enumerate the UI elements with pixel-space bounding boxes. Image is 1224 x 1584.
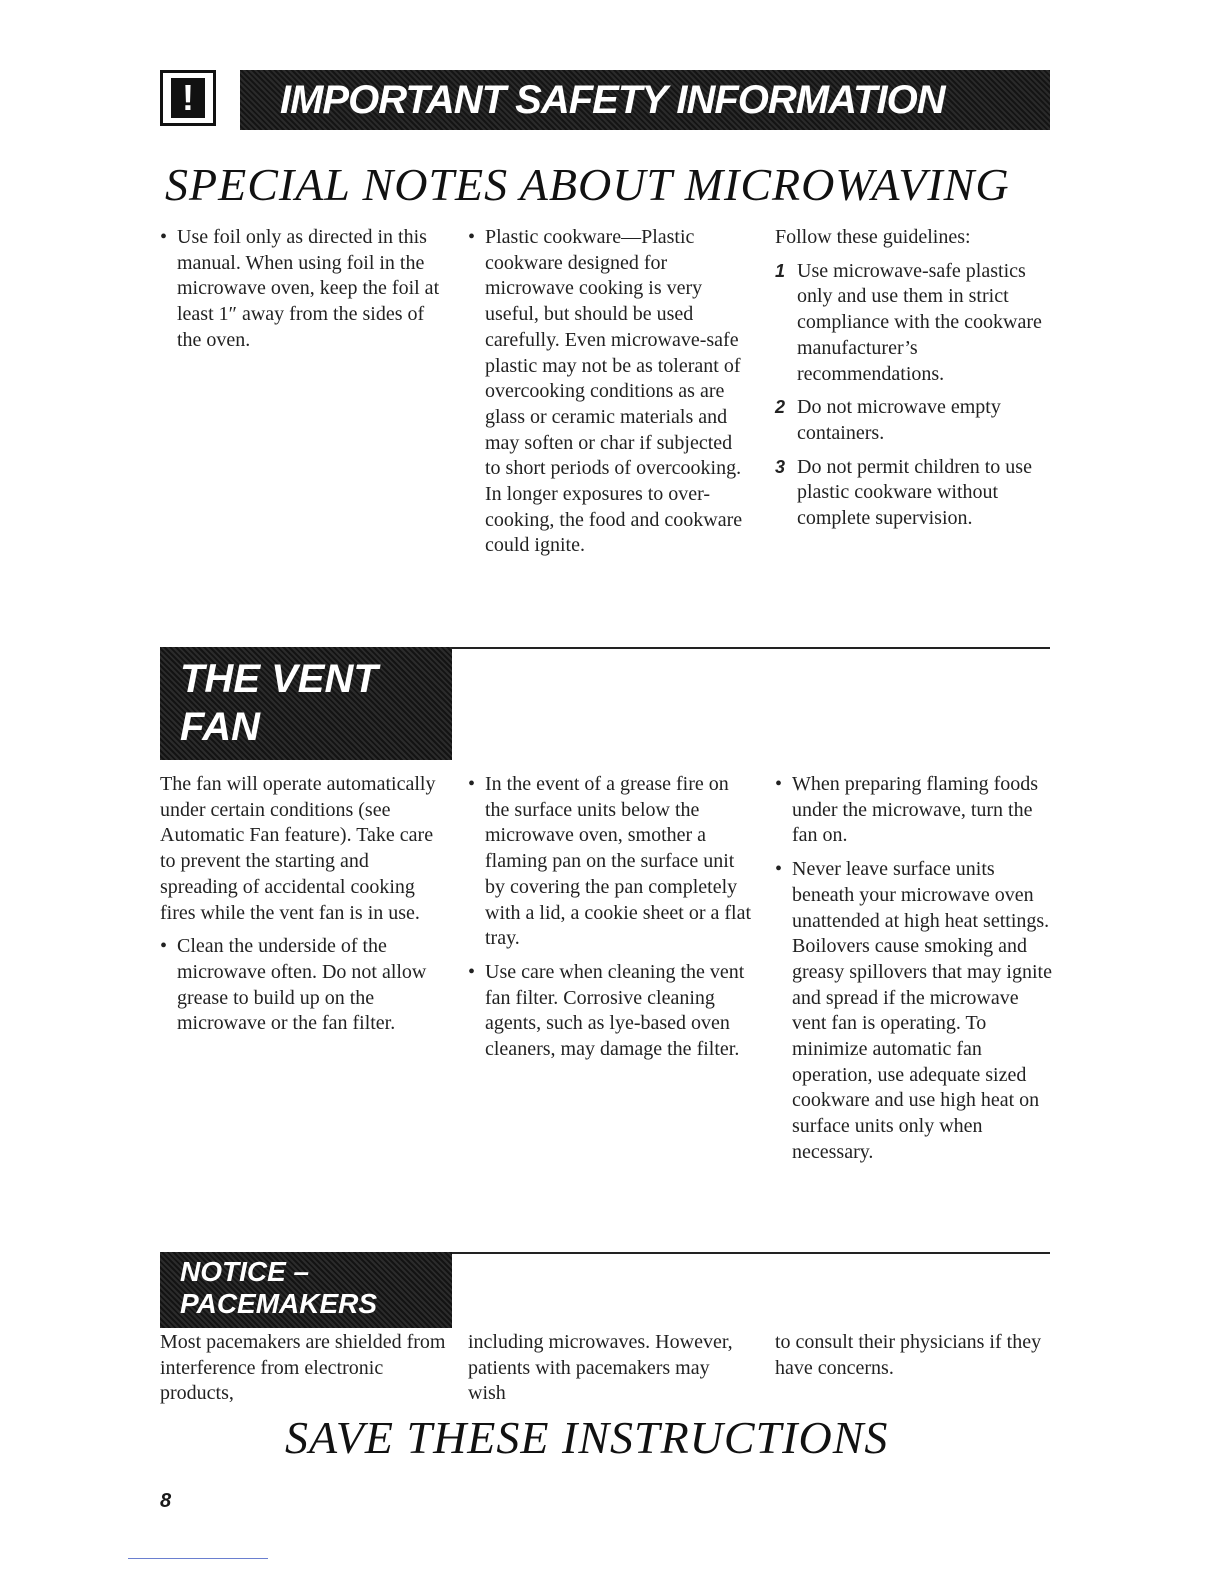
- microwaving-column-1: [160, 225, 450, 362]
- page-title: SPECIAL NOTES ABOUT MICROWAVING: [165, 159, 1010, 210]
- clean-underside-note: • Clean the underside of the microwave often. Do not allow grease to build up on the microwave or the fan filter.: [160, 934, 450, 1037]
- microwaving-column-3: [775, 225, 1055, 540]
- vent-fan-heading-line1: THE VENT: [180, 657, 378, 701]
- alert-icon: [160, 70, 216, 126]
- pacemakers-heading-line1: NOTICE –: [180, 1256, 310, 1287]
- guideline-text: Do not permit children to use plastic cookware without complete supervision.: [797, 455, 1032, 530]
- plastic-cookware-note: • Plastic cookware—Plastic cookware designed for microwave cooking is very useful, but should be used carefully. Even microwave-safe plastic may not be as tolerant of overcooking conditions as are glass or ceramic materials and may soften or char if subjected to short periods of overcooking. In longer exposures to over-cooking, the food and cookware could ignite.: [468, 225, 743, 559]
- guidelines-intro: Follow these guidelines:: [775, 226, 971, 248]
- microwaving-column-2: [468, 225, 743, 567]
- filter-cleaning-note: • Use care when cleaning the vent fan filter. Corrosive cleaning agents, such as lye-based oven cleaners, may damage the filter.: [468, 960, 758, 1063]
- guideline-item: [775, 259, 1055, 388]
- guideline-text: Do not microwave empty containers.: [797, 396, 1001, 444]
- vent-fan-column-1: [160, 772, 450, 1045]
- guideline-item: [775, 455, 1055, 532]
- guideline-number: 3: [775, 456, 786, 477]
- page-number: 8: [160, 1490, 172, 1512]
- pacemakers-column-3: [775, 1330, 1055, 1389]
- bottom-edge-line: [128, 1558, 268, 1559]
- pacemakers-heading: [160, 1252, 452, 1328]
- pacemakers-text-1: Most pacemakers are shielded from interference from electronic products,: [160, 1331, 446, 1405]
- vent-fan-heading-line2: FAN: [180, 705, 260, 749]
- guideline-text: Use microwave-safe plastics only and use them in strict compliance with the cookware manufacturer’s recommendations.: [797, 259, 1042, 385]
- flaming-foods-note: • When preparing flaming foods under the microwave, turn the fan on.: [775, 772, 1055, 849]
- guideline-number: 2: [775, 397, 786, 418]
- pacemakers-text-3: to consult their physicians if they have concerns.: [775, 1331, 1042, 1379]
- pacemakers-heading-line2: PACEMAKERS: [180, 1288, 378, 1319]
- safety-banner: IMPORTANT SAFETY INFORMATION: [240, 70, 1050, 130]
- guideline-item: [775, 395, 1055, 446]
- exclamation-icon: !: [171, 78, 205, 118]
- surface-units-note: • Never leave surface units beneath your microwave oven unattended at high heat settings. Boilovers cause smoking and greasy spillovers that may ignite and spread if the microwave vent fan is operating. To minimize automatic fan operation, use adequate sized cookware and use high heat on surface units only when necessary.: [775, 857, 1055, 1165]
- foil-note: • Use foil only as directed in this manual. When using foil in the microwave oven, keep the foil at least 1″ away from the sides of the oven.: [160, 225, 450, 354]
- save-instructions-title: SAVE THESE INSTRUCTIONS: [285, 1412, 889, 1463]
- grease-fire-note: • In the event of a grease fire on the surface units below the microwave oven, smother a flaming pan on the surface unit by covering the pan completely with a lid, a cookie sheet or a flat tray.: [468, 772, 758, 952]
- pacemakers-text-2: including microwaves. However, patients with pacemakers may wish: [468, 1331, 733, 1405]
- pacemakers-column-2: [468, 1330, 748, 1415]
- vent-fan-column-3: [775, 772, 1055, 1174]
- vent-fan-column-2: [468, 772, 758, 1071]
- pacemakers-column-1: [160, 1330, 450, 1415]
- vent-fan-heading: [160, 647, 452, 760]
- guideline-number: 1: [775, 260, 786, 281]
- vent-fan-intro: The fan will operate automatically under certain conditions (see Automatic Fan feature). Take care to prevent the starting and spreading of accidental cooking fires while the vent fan is in use.: [160, 773, 436, 924]
